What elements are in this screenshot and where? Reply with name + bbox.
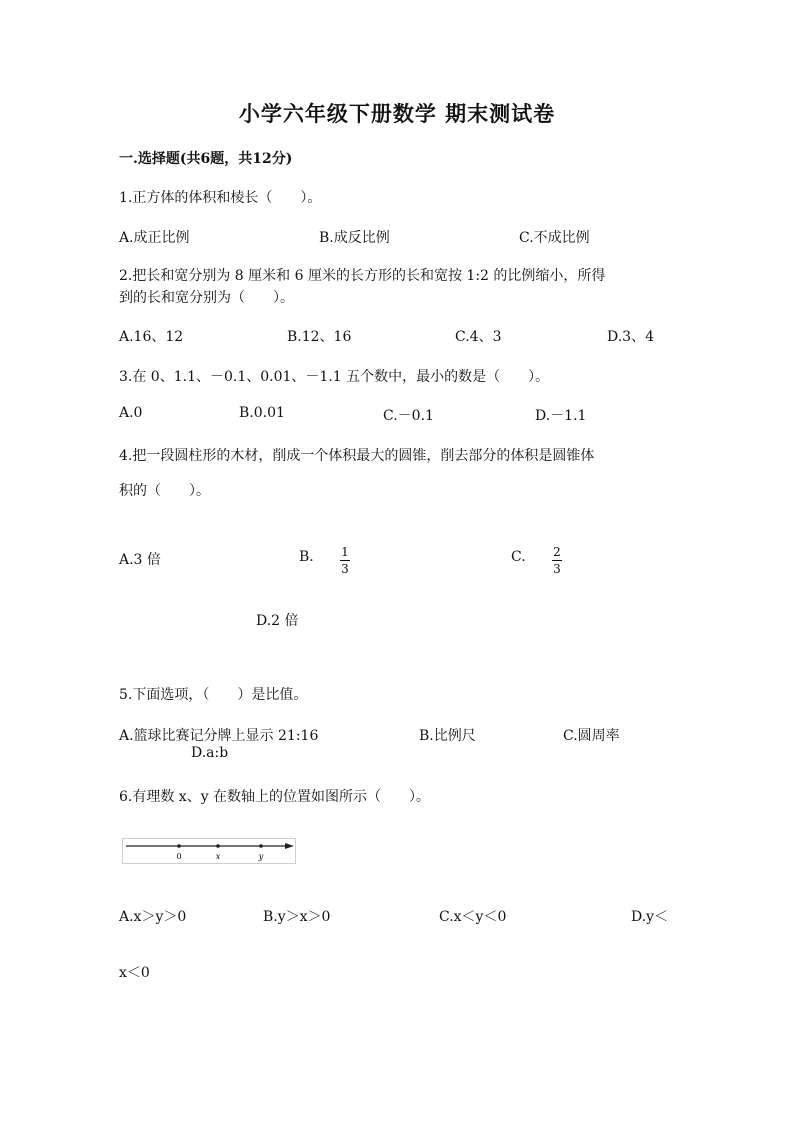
question-4-option-c: C. (511, 549, 526, 565)
question-4-stem-line2: 积的（ ）。 (119, 483, 210, 499)
fraction-bar (552, 560, 562, 561)
question-2-stem-line2: 到的长和宽分别为（ ）。 (119, 290, 294, 306)
point-y (259, 844, 263, 848)
number-line-figure (122, 838, 296, 864)
question-5-option-d: D.a:b (191, 745, 229, 761)
question-1-option-c: C.不成比例 (519, 230, 590, 246)
label-y: y (258, 852, 264, 861)
question-1-option-a: A.成正比例 (119, 230, 190, 246)
question-1-option-b: B.成反比例 (319, 230, 390, 246)
question-3-option-c: C.－0.1 (383, 408, 434, 424)
question-5-option-b: B.比例尺 (419, 728, 476, 744)
question-5-option-c: C.圆周率 (563, 728, 620, 744)
point-zero (177, 844, 181, 848)
fraction-denominator: 3 (341, 562, 349, 576)
question-6-stem: 6.有理数 x、y 在数轴上的位置如图所示（ ）。 (119, 789, 431, 805)
question-4-option-a: A.3 倍 (119, 552, 161, 568)
fraction-bar (340, 560, 350, 561)
question-6-option-c: C.x＜y＜0 (439, 909, 507, 925)
question-4-stem-line1: 4.把一段圆柱形的木材，削成一个体积最大的圆锥，削去部分的体积是圆锥体 (119, 448, 595, 464)
question-5-stem: 5.下面选项，（ ）是比值。 (119, 687, 308, 703)
question-3-stem: 3.在 0、1.1、－0.1、0.01、－1.1 五个数中，最小的数是（ ）。 (119, 369, 550, 385)
point-x (216, 844, 220, 848)
question-3-option-b: B.0.01 (239, 405, 285, 421)
question-6-option-d: D.y＜ (631, 909, 669, 925)
question-3-option-d: D.－1.1 (535, 408, 587, 424)
question-4-option-b: B. (299, 549, 314, 565)
question-2-option-b: B.12、16 (287, 329, 352, 345)
fraction-denominator: 3 (553, 562, 561, 576)
question-6-option-d-continued: x＜0 (119, 965, 150, 981)
question-2-stem-line1: 2.把长和宽分别为 8 厘米和 6 厘米的长方形的长和宽按 1:2 的比例缩小，所得 (119, 268, 606, 284)
fraction-numerator: 2 (553, 545, 561, 559)
question-3-option-a: A.0 (119, 405, 143, 421)
number-line-svg (122, 838, 296, 864)
fraction-numerator: 1 (341, 545, 349, 559)
question-5-option-a: A.篮球比赛记分牌上显示 21:16 (119, 728, 319, 744)
fraction-one-third (340, 545, 350, 576)
axis-arrow (285, 843, 294, 849)
section-heading: 一.选择题(共6题，共12分) (119, 151, 293, 167)
label-x: x (215, 852, 221, 861)
question-2-option-d: D.3、4 (607, 329, 654, 345)
question-6-option-b: B.y＞x＞0 (263, 909, 331, 925)
question-1-stem: 1.正方体的体积和棱长（ ）。 (119, 190, 322, 206)
question-2-option-a: A.16、12 (119, 329, 184, 345)
question-4-option-d: D.2 倍 (256, 613, 299, 629)
question-6-option-a: A.x＞y＞0 (119, 909, 187, 925)
page-title: 小学六年级下册数学 期末测试卷 (238, 101, 556, 126)
fraction-two-thirds (552, 545, 562, 576)
figure-border (123, 839, 296, 864)
label-zero: 0 (176, 852, 182, 861)
question-2-option-c: C.4、3 (455, 329, 502, 345)
